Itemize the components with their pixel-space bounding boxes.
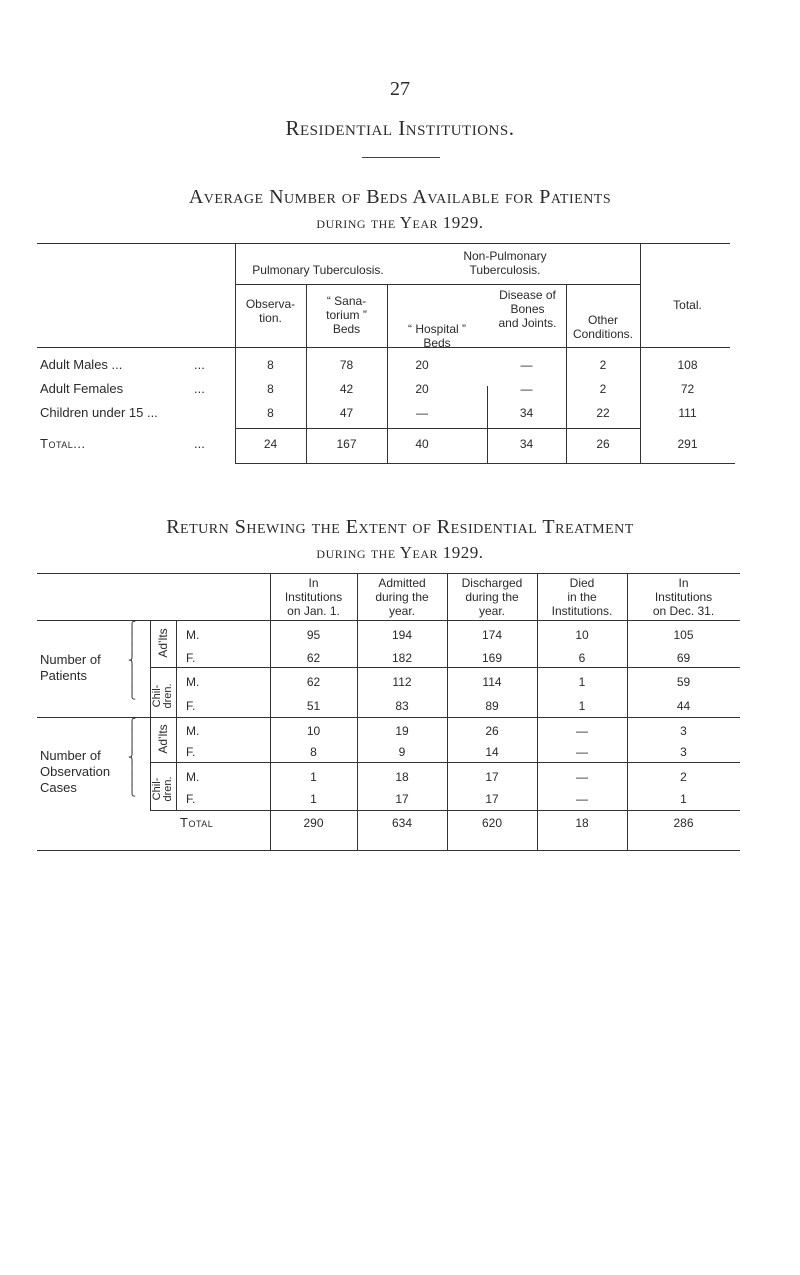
cell: 62 <box>306 675 321 689</box>
cell: 51 <box>306 699 321 713</box>
cell: 8 <box>267 406 274 420</box>
sex-label: F. <box>186 699 196 713</box>
cell: 8 <box>310 745 317 759</box>
cell: 8 <box>267 358 274 372</box>
cell: — <box>520 382 533 396</box>
cell: 3 <box>680 724 687 738</box>
sex-label: M. <box>186 628 200 642</box>
total-cell: 291 <box>677 437 698 451</box>
beds-table-title: Average Number of Beds Available for Patients <box>188 186 612 208</box>
cell: 89 <box>485 699 499 713</box>
cell: 1 <box>680 792 687 806</box>
brace-icon: ⎧ ⎪ ⎪ ⎨ ⎪ ⎪ ⎩ <box>128 718 137 797</box>
total-cell: 24 <box>263 437 278 451</box>
children-label: Chil- dren. <box>151 776 174 802</box>
cell: 1 <box>310 792 317 806</box>
cell: 1 <box>310 770 317 784</box>
observation-header: Observa- tion. <box>245 297 296 325</box>
row-dots: ... <box>194 436 205 451</box>
cell: 19 <box>395 724 409 738</box>
cell: 26 <box>485 724 499 738</box>
cell: 83 <box>395 699 409 713</box>
total-cell: 634 <box>391 816 413 830</box>
total-cell: 26 <box>596 437 610 451</box>
sex-label: M. <box>186 770 200 784</box>
cell: — <box>576 745 588 759</box>
other-header: Other Conditions. <box>572 313 634 341</box>
cell: 114 <box>482 675 502 689</box>
cell: 18 <box>395 770 409 784</box>
cell: 10 <box>306 724 321 738</box>
discharged-header: Discharged during the year. <box>461 576 523 618</box>
title-rule <box>362 157 440 158</box>
section-title: Residential Institutions. <box>285 116 515 140</box>
cell: 22 <box>596 406 610 420</box>
cell: 34 <box>519 406 534 420</box>
row-label: Adult Males ... <box>40 357 123 372</box>
return-table-subtitle: during the Year 1929. <box>316 543 484 562</box>
cell: 17 <box>485 770 499 784</box>
cell: 112 <box>392 675 412 689</box>
return-table-title: Return Shewing the Extent of Residential Treatment <box>166 516 634 538</box>
cell: 105 <box>673 628 694 642</box>
sex-label: F. <box>186 745 196 759</box>
cell: 47 <box>339 406 354 420</box>
row-dots: ... <box>194 381 205 396</box>
total-cell: 290 <box>303 816 324 830</box>
hospital-header: “ Hospital ” Beds <box>407 322 466 350</box>
beds-table-subtitle: during the Year 1929. <box>316 213 484 232</box>
cell: 72 <box>680 382 695 396</box>
cell: 42 <box>339 382 354 396</box>
cell: 2 <box>599 358 607 372</box>
cell: — <box>520 358 533 372</box>
sanatorium-header: “ Sana- torium ” Beds <box>326 294 367 336</box>
cell: 10 <box>575 628 589 642</box>
in-dec-header: In Institutions on Dec. 31. <box>652 576 715 618</box>
cell: 1 <box>578 675 586 689</box>
sex-label: M. <box>186 675 200 689</box>
died-header: Died in the Institutions. <box>551 576 613 618</box>
cell: 59 <box>676 675 691 689</box>
brace-icon: ⎧ ⎪ ⎪ ⎨ ⎪ ⎪ ⎩ <box>128 621 137 700</box>
non-pulmonary-header: Non-Pulmonary Tuberculosis. <box>463 249 547 277</box>
page-number: 27 <box>390 78 410 100</box>
pulmonary-header: Pulmonary Tuberculosis. <box>252 263 384 277</box>
row-dots: ... <box>194 357 205 372</box>
cell: — <box>416 406 428 420</box>
cell: 3 <box>680 745 687 759</box>
total-cell: 40 <box>415 437 429 451</box>
observation-group-label: Number of Observation Cases <box>40 748 111 795</box>
cell: 182 <box>391 651 413 665</box>
cell: 1 <box>578 699 586 713</box>
cell: — <box>576 724 588 738</box>
cell: 17 <box>485 792 499 806</box>
cell: 8 <box>267 382 274 396</box>
total-cell: 167 <box>336 437 357 451</box>
cell: 78 <box>339 358 354 372</box>
total-cell: 286 <box>673 816 694 830</box>
children-label: Chil- dren. <box>151 683 174 709</box>
cell: 20 <box>415 382 429 396</box>
cell: 95 <box>306 628 321 642</box>
cell: 17 <box>395 792 409 806</box>
cell: — <box>576 792 588 806</box>
patients-group-label: Number of Patients <box>40 652 101 683</box>
adults-label: Ad’lts <box>156 724 170 754</box>
cell: 20 <box>415 358 429 372</box>
total-cell: 34 <box>519 437 534 451</box>
cell: 6 <box>578 651 586 665</box>
sex-label: F. <box>186 792 196 806</box>
sex-label: M. <box>186 724 200 738</box>
cell: 108 <box>677 358 698 372</box>
cell: 9 <box>398 745 406 759</box>
cell: 44 <box>676 699 691 713</box>
cell: 14 <box>485 745 499 759</box>
cell: 111 <box>678 406 697 420</box>
cell: 194 <box>391 628 413 642</box>
total-cell: 18 <box>575 816 589 830</box>
total-cell: 620 <box>481 816 503 830</box>
cell: 169 <box>481 651 503 665</box>
cell: 2 <box>680 770 687 784</box>
admitted-header: Admitted during the year. <box>375 576 429 618</box>
total-label: Total <box>180 815 214 830</box>
row-label: Adult Females <box>40 381 124 396</box>
cell: — <box>576 770 588 784</box>
sex-label: F. <box>186 651 196 665</box>
cell: 69 <box>676 651 691 665</box>
total-row-label: Total... <box>40 436 86 451</box>
cell: 62 <box>306 651 321 665</box>
bones-header: Disease of Bones and Joints. <box>498 288 557 330</box>
cell: 174 <box>481 628 503 642</box>
row-label: Children under 15 ... <box>40 405 158 420</box>
cell: 2 <box>599 382 607 396</box>
adults-label: Ad’lts <box>156 628 170 658</box>
total-header: Total. <box>673 298 702 312</box>
in-jan-header: In Institutions on Jan. 1. <box>284 576 343 618</box>
